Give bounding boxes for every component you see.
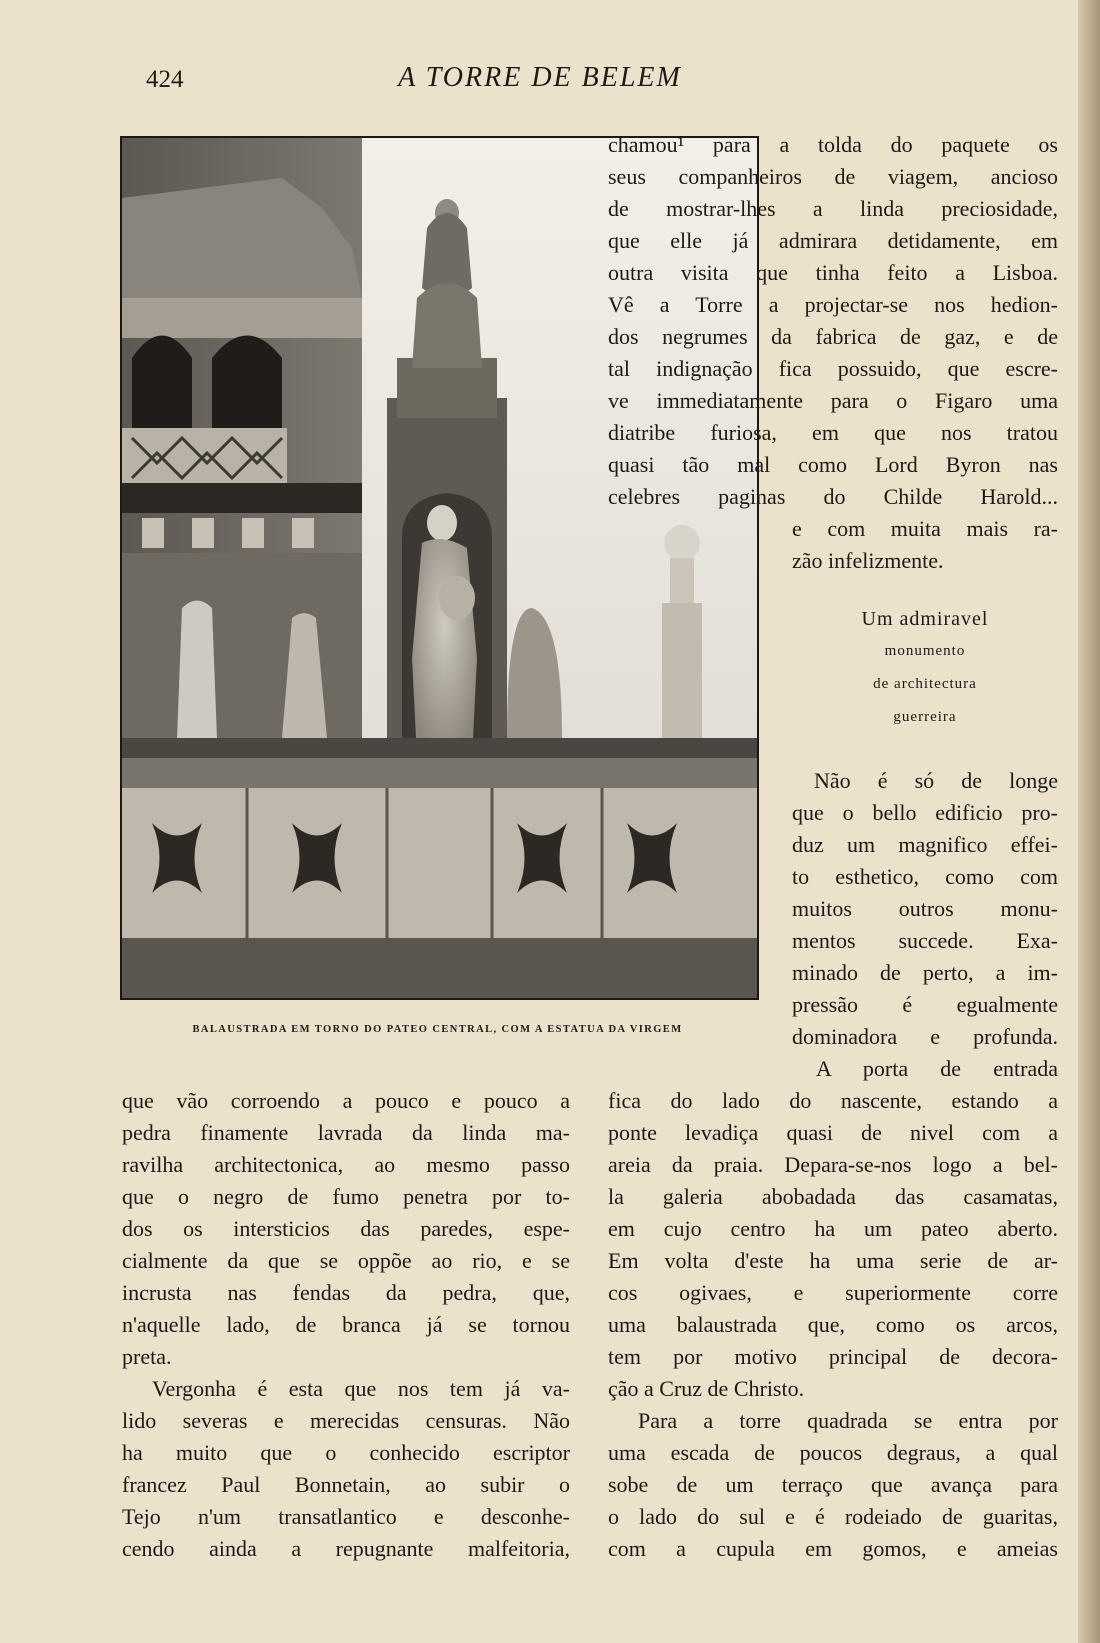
text-line: diatribe furiosa, em que nos tratou xyxy=(608,420,1058,445)
text-line: outra visita que tinha feito a Lisboa. xyxy=(608,260,1058,285)
text-line: dos os intersticios das paredes, espe- xyxy=(122,1216,570,1241)
text-line: duz um magnifico effei- xyxy=(792,832,1058,857)
figure-caption: BALAUSTRADA EM TORNO DO PATEO CENTRAL, COM A ESTATUA DA VIRGEM xyxy=(192,1024,683,1035)
subheading-line: monumento xyxy=(884,643,966,659)
text-line: ção a Cruz de Christo. xyxy=(608,1376,805,1401)
text-line: uma escada de poucos degraus, a qual xyxy=(608,1440,1058,1465)
text-line: Para a torre quadrada se entra por xyxy=(638,1408,1058,1433)
text-line: dos negrumes da fabrica de gaz, e de xyxy=(608,324,1058,349)
subheading-line: de architectura xyxy=(873,676,977,692)
running-title: A TORRE DE BELEM xyxy=(398,62,682,93)
page-header xyxy=(0,62,1080,102)
text-line: dominadora e profunda. xyxy=(792,1024,1058,1049)
subheading-line: Um admiravel xyxy=(861,608,989,630)
text-line: ravilha architectonica, ao mesmo passo xyxy=(122,1152,570,1177)
page-number: 424 xyxy=(146,66,184,93)
text-line: em cujo centro ha um pateo aberto. xyxy=(608,1216,1058,1241)
text-line: e com muita mais ra- xyxy=(792,516,1058,541)
text-line: lido severas e merecidas censuras. Não xyxy=(122,1408,570,1433)
text-line: preta. xyxy=(122,1344,172,1369)
text-line: que o negro de fumo penetra por to- xyxy=(122,1184,570,1209)
text-line: seus companheiros de viagem, ancioso xyxy=(608,164,1058,189)
text-line: ha muito que o conhecido escriptor xyxy=(122,1440,570,1465)
text-line: n'aquelle lado, de branca já se tornou xyxy=(122,1312,570,1337)
text-line: Vergonha é esta que nos tem já va- xyxy=(152,1376,570,1401)
text-line: areia da praia. Depara-se-nos logo a bel- xyxy=(608,1152,1058,1177)
text-line: Não é só de longe xyxy=(814,768,1058,793)
text-line: Tejo n'um transatlantico e desconhe- xyxy=(122,1504,570,1529)
subheading-line: guerreira xyxy=(893,709,957,725)
text-line: minado de perto, a im- xyxy=(792,960,1058,985)
text-line: la galeria abobadada das casamatas, xyxy=(608,1184,1058,1209)
text-line: fica do lado do nascente, estando a xyxy=(608,1088,1058,1113)
text-line: pressão é egualmente xyxy=(792,992,1058,1017)
text-line: cialmente da que se oppõe ao rio, e se xyxy=(122,1248,570,1273)
text-line: incrusta nas fendas da pedra, que, xyxy=(122,1280,570,1305)
text-line: zão infelizmente. xyxy=(792,548,944,573)
text-line: que o bello edificio pro- xyxy=(792,800,1058,825)
text-line: pedra finamente lavrada da linda ma- xyxy=(122,1120,570,1145)
text-line: tem por motivo principal de decora- xyxy=(608,1344,1058,1369)
page-edge-shadow xyxy=(1078,0,1100,1643)
text-line: uma balaustrada que, como os arcos, xyxy=(608,1312,1058,1337)
text-line: muitos outros monu- xyxy=(792,896,1058,921)
text-line: tal indignação fica possuido, que escre- xyxy=(608,356,1058,381)
text-line: A porta de entrada xyxy=(816,1056,1058,1081)
text-line: o lado do sul e é rodeiado de guaritas, xyxy=(608,1504,1058,1529)
text-line: com a cupula em gomos, e ameias xyxy=(608,1536,1058,1561)
text-line: mentos succede. Exa- xyxy=(792,928,1058,953)
text-line: sobe de um terraço que avança para xyxy=(608,1472,1058,1497)
text-line: ponte levadiça quasi de nivel com a xyxy=(608,1120,1058,1145)
text-line: cendo ainda a repugnante malfeitoria, xyxy=(122,1536,570,1561)
text-line: Em volta d'este ha uma serie de ar- xyxy=(608,1248,1058,1273)
text-line: to esthetico, como com xyxy=(792,864,1058,889)
text-line: Vê a Torre a projectar-se nos hedion- xyxy=(608,292,1058,317)
text-line: de mostrar-lhes a linda preciosidade, xyxy=(608,196,1058,221)
text-line: francez Paul Bonnetain, ao subir o xyxy=(122,1472,570,1497)
text-line: que vão corroendo a pouco e pouco a xyxy=(122,1088,570,1113)
text-line: chamou¹ para a tolda do paquete os xyxy=(608,132,1058,157)
text-line: quasi tão mal como Lord Byron nas xyxy=(608,452,1058,477)
text-line: que elle já admirara detidamente, em xyxy=(608,228,1058,253)
text-line: ve immediatamente para o Figaro uma xyxy=(608,388,1058,413)
text-line: celebres paginas do Childe Harold... xyxy=(608,484,1058,509)
text-line: cos ogivaes, e superiormente corre xyxy=(608,1280,1058,1305)
